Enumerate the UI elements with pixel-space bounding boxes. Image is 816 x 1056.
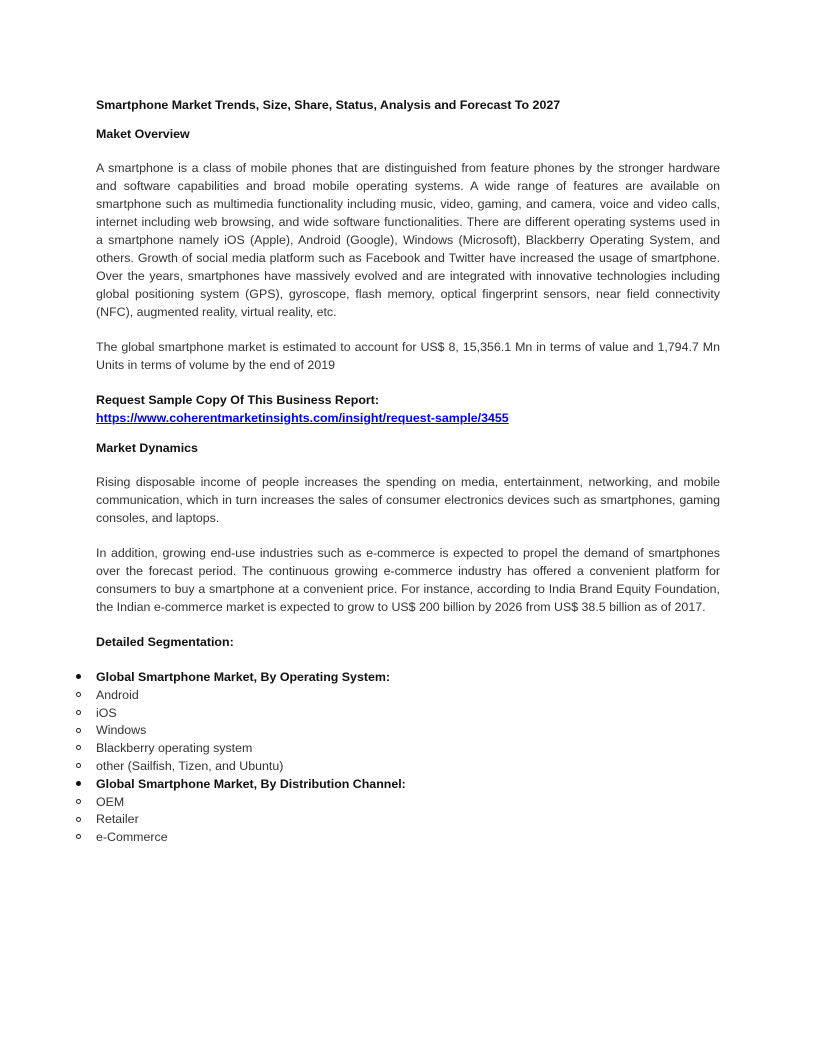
segment-item-label: other (Sailfish, Tizen, and Ubuntu) xyxy=(96,758,284,773)
bullet-circle-icon xyxy=(72,829,84,847)
bullet-circle-icon xyxy=(72,758,84,776)
segment-item-label: Retailer xyxy=(96,812,139,827)
bullet-circle-icon xyxy=(72,794,84,812)
segment-item-label: e-Commerce xyxy=(96,830,168,845)
segmentation-list xyxy=(96,669,720,847)
dynamics-paragraph-2: In addition, growing end-use industries such as e-commerce is expected to propel the demand of smartphones over the forecast period. The continuous growing e-commerce industry has offered a convenient platform for consumers to buy a smartphone at a convenient price. For instance, according to India Brand Equity Foundation, the Indian e-commerce market is expected to grow to US$ 200 billion by 2026 from US$ 38.5 billion as of 2017. xyxy=(96,546,720,614)
segment-group xyxy=(96,669,720,687)
document-page xyxy=(96,96,720,847)
segment-group xyxy=(96,776,720,794)
segment-item-label: Blackberry operating system xyxy=(96,741,253,756)
list-item xyxy=(96,740,720,758)
bullet-circle-icon xyxy=(72,687,84,705)
overview-heading: Maket Overview xyxy=(96,127,190,141)
dynamics-heading: Market Dynamics xyxy=(96,441,198,455)
segmentation-heading: Detailed Segmentation: xyxy=(96,635,234,649)
list-item xyxy=(96,758,720,776)
bullet-dot-icon xyxy=(72,776,84,794)
list-item xyxy=(96,722,720,740)
segment-item-label: Android xyxy=(96,687,139,702)
request-sample-label: Request Sample Copy Of This Business Report: xyxy=(96,393,379,407)
document-title: Smartphone Market Trends, Size, Share, Status, Analysis and Forecast To 2027 xyxy=(96,98,561,112)
list-item xyxy=(96,829,720,847)
segment-item-label: Windows xyxy=(96,723,147,738)
overview-paragraph-2: The global smartphone market is estimated to account for US$ 8, 15,356.1 Mn in terms of value and 1,794.7 Mn Units in terms of volume by the end of 2019 xyxy=(96,340,720,372)
bullet-dot-icon xyxy=(72,669,84,687)
dynamics-paragraph-1: Rising disposable income of people increases the spending on media, entertainment, networking, and mobile communication, which in turn increases the sales of consumer electronics devices such as smartphones, gaming consoles, and laptops. xyxy=(96,475,720,525)
bullet-circle-icon xyxy=(72,705,84,723)
list-item xyxy=(96,794,720,812)
list-item xyxy=(96,811,720,829)
bullet-circle-icon xyxy=(72,740,84,758)
bullet-circle-icon xyxy=(72,811,84,829)
request-sample-link[interactable]: https://www.coherentmarketinsights.com/insight/request-sample/3455 xyxy=(96,411,509,425)
list-item xyxy=(96,705,720,723)
list-item xyxy=(96,687,720,705)
segment-item-label: iOS xyxy=(96,705,117,720)
bullet-circle-icon xyxy=(72,722,84,740)
overview-paragraph-1: A smartphone is a class of mobile phones that are distinguished from feature phones by the stronger hardware and software capabilities and broad mobile operating systems. A wide range of features are available on smartphone such as multimedia functionality including music, video, gaming, and camera, voice and video calls, internet including web browsing, and wide software functionalities. There are different operating systems used in a smartphone namely iOS (Apple), Android (Google), Windows (Microsoft), Blackberry Operating System, and others. Growth of social media platform such as Facebook and Twitter have increased the usage of smartphone. Over the years, smartphones have massively evolved and are integrated with innovative technologies including global positioning system (GPS), gyroscope, flash memory, optical fingerprint sensors, near field connectivity (NFC), augmented reality, virtual reality, etc. xyxy=(96,161,720,319)
segment-group-label: Global Smartphone Market, By Operating System: xyxy=(96,670,390,684)
segment-group-label: Global Smartphone Market, By Distribution Channel: xyxy=(96,776,406,791)
segment-item-label: OEM xyxy=(96,794,125,809)
